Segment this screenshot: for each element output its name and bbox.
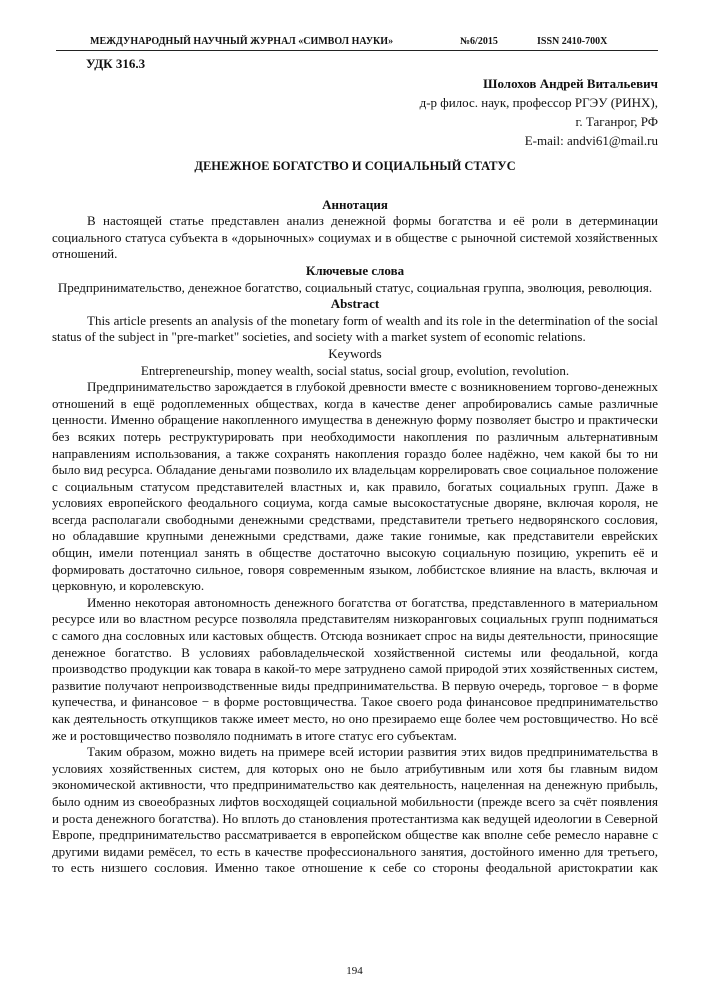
keywords-en-text: Entrepreneurship, money wealth, social status, social group, evolution, revolution. (140, 362, 570, 378)
issue-number: №6/2015 (460, 36, 498, 47)
body-paragraph: Именно некоторая автономность денежного богатства от богатства, представленного в материальном ресурсе или во властном ресурсе позволяла представителям низкоранговых социальных групп подниматься с самого дна сословных или кастовых обществ. Отсюда возникает спрос на виды деятельности, приносящие денежное богатство. В условиях рабовладельческой хозяйственной системы или феодальной, когда производство продукции как товара в какой-то мере затруднено самой природой этих хозяйственных систем, развитие получают непроизводственные виды предпринимательства. В первую очередь, торговое − в форме купечества, и финансовое − в форме ростовщичества. Такое своего рода финансовое предпринимательство как деятельность откупщиков также имеет место, но оно презираемо еще более чем ростовщичество. Но всё же и ростовщичество позволяло поднимать в итоге статус его субъектам. (52, 594, 658, 743)
author-position: д-р филос. наук, профессор РГЭУ (РИНХ), (419, 95, 658, 110)
keywords-heading: Ключевые слова (305, 262, 405, 278)
body-paragraph: Предпринимательство зарождается в глубокой древности вместе с возникновением торгово-денежных отношений в ещё родоплеменных обществах, когда в качестве денег апробировались самые различные ценности. Именно обращение накопленного имущества в денежную форму позволяет быстро и практически без всяких потерь реструктурировать при необходимости накопления по различным альтернативным направлениям использования, а также сохранять накопления гораздо более надёжно, чем какой бы то ни было вид ресурса. Обладание деньгами позволило их владельцам коррелировать свое социальное положение с социальным статусом представителей властных и, как правило, богатых социальных групп. Даже в условиях европейского феодального социума, когда самые высокостатусные дворяне, включая короля, не всегда располагали свободными денежными средствами, представители третьего недворянского сословия, но обладавшие крупными денежными средствами, даже такие гонимые, как представители еврейских общин, имели потенциал занять в обществе достаточно высокую социальную позицию, укрепить её и формировать достаточно сильное, говоря современным языком, лоббистское влияние на власть, включая и церковную, и королевскую. (52, 379, 658, 594)
article-title: ДЕНЕЖНОЕ БОГАТСТВО И СОЦИАЛЬНЫЙ СТАТУС (194, 159, 516, 173)
keywords-text: Предпринимательство, денежное богатство, социальный статус, социальная группа, эволюция, революция. (57, 279, 653, 295)
page-number: 194 (346, 965, 363, 977)
body-paragraph: Таким образом, можно видеть на примере всей истории развития этих видов предпринимательства в условиях хозяйственных систем, для которых оно не было атрибутивным или хотя бы главным видом экономической активности, что предпринимательство как деятельность, нацеленная на денежную прибыль, было одним из своеобразных лифтов восходящей социальной мобильности (прежде всего за счёт появления и роста денежного богатства). Но вплоть до становления протестантизма как ведущей идеологии в Северной Европе, предпринимательство рассматривается в европейском обществе как вполне себе ремесло наравне с другими видами ремёсел, то есть в качестве профессионального занятия, достойного именно для третьего, то есть низшего сословия. Именно такое отношение к себе со стороны феодальной аристократии как (52, 744, 658, 876)
issn: ISSN 2410-700Х (537, 36, 608, 47)
journal-name: МЕЖДУНАРОДНЫЙ НАУЧНЫЙ ЖУРНАЛ «СИМВОЛ НАУКИ» (90, 36, 394, 47)
annotation-text: В настоящей статье представлен анализ денежной формы богатства и её роли в детерминации социального статуса субъекта в «дорыночных» социумах и в обществе с рыночной системой хозяйственных отношений. (52, 213, 658, 262)
abstract-heading: Abstract (330, 296, 380, 312)
abstract-text: This article presents an analysis of the monetary form of wealth and its role in the determination of the social status of the subject in "pre-market" societies, and society with a market system of economic relations. (52, 312, 658, 345)
author-city: г. Таганрог, РФ (575, 114, 658, 129)
author-block (420, 74, 658, 150)
keywords-en-heading: Keywords (328, 345, 382, 361)
author-email[interactable]: E-mail: andvi61@mail.ru (524, 133, 658, 148)
article-content (52, 158, 658, 877)
annotation-heading: Аннотация (322, 196, 388, 212)
author-name: Шолохов Андрей Витальевич (483, 76, 658, 91)
udk-code: УДК 316.3 (86, 56, 146, 71)
header-rule (56, 50, 658, 51)
